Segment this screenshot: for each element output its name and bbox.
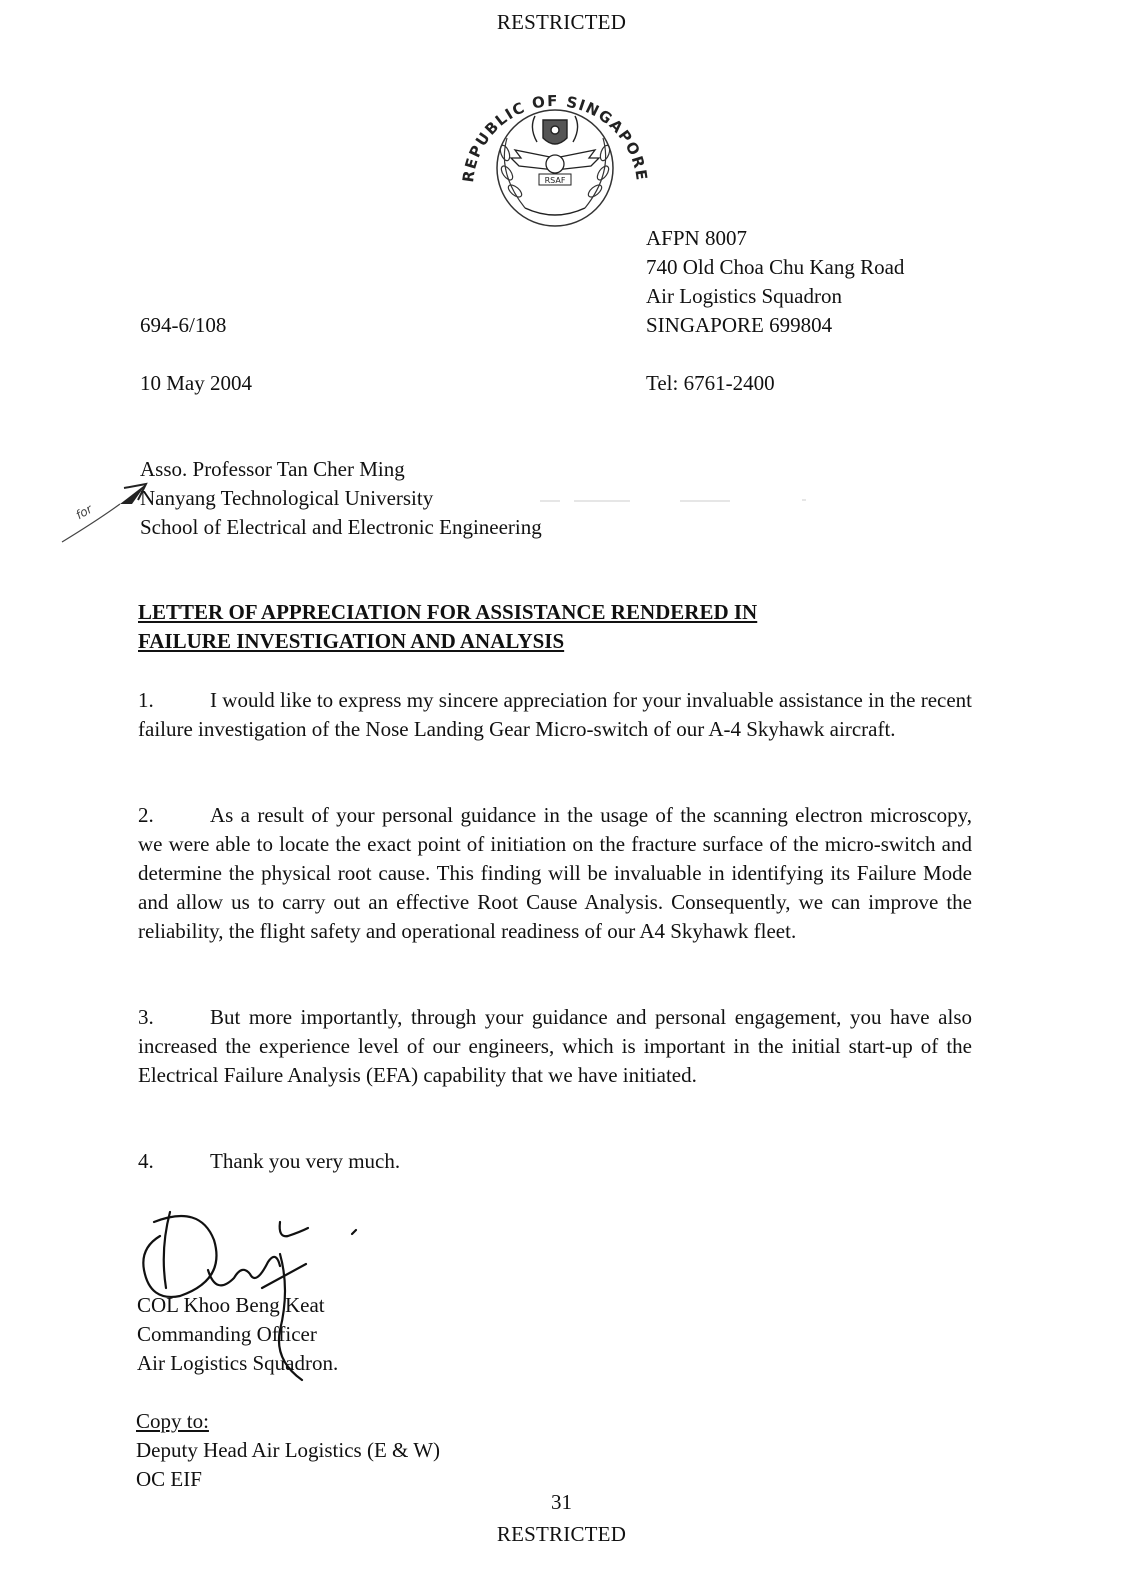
copy-to-recipient: OC EIF xyxy=(136,1467,202,1491)
handwritten-note: for xyxy=(73,501,95,523)
rsaf-crest-icon xyxy=(437,44,665,228)
telephone: Tel: 6761-2400 xyxy=(646,371,775,395)
recipient-address xyxy=(140,455,542,542)
recipient-line: School of Electrical and Electronic Engineering xyxy=(140,515,542,539)
paragraph-text: Thank you very much. xyxy=(210,1149,401,1173)
body-paragraph-3 xyxy=(138,1003,972,1090)
paragraph-text: But more importantly, through your guidance and personal engagement, you have also increased the experience level of our engineers, which is important in the initial start-up of the Electrical Failure Analysis (EFA) capability that we have initiated. xyxy=(138,1005,972,1087)
copy-to-recipient: Deputy Head Air Logistics (E & W) xyxy=(136,1438,441,1462)
faint-scan-marks xyxy=(540,497,860,507)
address-line: SINGAPORE 699804 xyxy=(646,313,833,337)
signatory-unit: Air Logistics Squadron. xyxy=(137,1351,339,1375)
paragraph-text: As a result of your personal guidance in the usage of the scanning electron microscopy, we were able to locate the exact point of initiation on the fracture surface of the micro-switch and determine the physical root cause. This finding will be invaluable in identifying its Failure Mode and allow us to carry out an effective Root Cause Analysis. Consequently, we can improve the reliability, the flight safety and operational readiness of our A4 Skyhawk fleet. xyxy=(138,803,972,943)
address-line: Air Logistics Squadron xyxy=(646,284,842,308)
recipient-line: Asso. Professor Tan Cher Ming xyxy=(140,457,405,481)
copy-to-label: Copy to: xyxy=(136,1409,209,1433)
paragraph-number: 3. xyxy=(138,1005,154,1029)
signatory-block xyxy=(137,1291,338,1378)
handwritten-arrow-icon xyxy=(48,470,158,540)
page-number: 31 xyxy=(551,1490,572,1514)
paragraph-number: 1. xyxy=(138,688,154,712)
classification-top: RESTRICTED xyxy=(496,10,627,34)
subject-line: FAILURE INVESTIGATION AND ANALYSIS xyxy=(138,629,565,653)
signatory-title: Commanding Officer xyxy=(137,1322,317,1346)
body-paragraph-1 xyxy=(138,686,972,744)
subject-line: LETTER OF APPRECIATION FOR ASSISTANCE RENDERED IN xyxy=(138,600,758,624)
classification-bottom: RESTRICTED xyxy=(496,1522,627,1546)
letter-date: 10 May 2004 xyxy=(140,371,252,395)
copy-to-block xyxy=(136,1407,440,1494)
address-line: AFPN 8007 xyxy=(646,226,747,250)
address-line: 740 Old Choa Chu Kang Road xyxy=(646,255,905,279)
paragraph-text: I would like to express my sincere appreciation for your invaluable assistance in the recent failure investigation of the Nose Landing Gear Micro-switch of our A-4 Skyhawk aircraft. xyxy=(138,688,972,741)
svg-text:REPUBLIC OF SINGAPORE AIR FORC: REPUBLIC OF SINGAPORE AIR FORCE xyxy=(437,44,652,189)
svg-text:RSAF: RSAF xyxy=(544,176,566,185)
reference-number: 694-6/108 xyxy=(140,313,227,337)
letter-subject xyxy=(138,598,757,656)
recipient-line: Nanyang Technological University xyxy=(140,486,434,510)
signatory-name: COL Khoo Beng Keat xyxy=(137,1293,325,1317)
paragraph-number: 2. xyxy=(138,803,154,827)
sender-address xyxy=(646,224,904,340)
paragraph-number: 4. xyxy=(138,1149,154,1173)
body-paragraph-2 xyxy=(138,801,972,946)
body-paragraph-4 xyxy=(138,1147,972,1176)
